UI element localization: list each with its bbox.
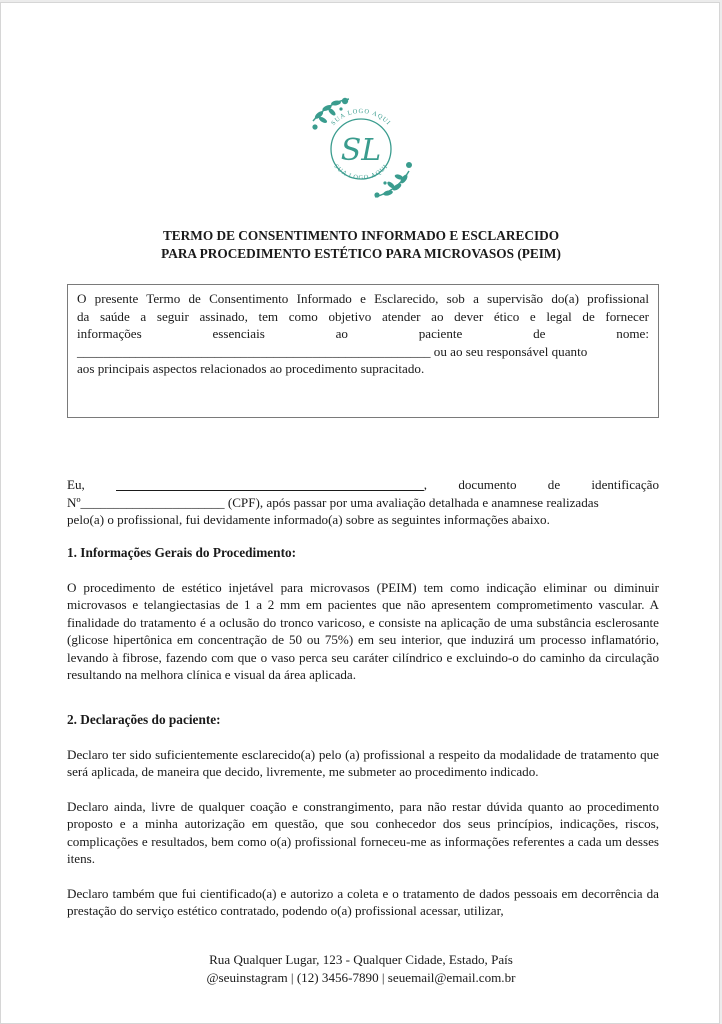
title-line-2: PARA PROCEDIMENTO ESTÉTICO PARA MICROVASOS (PEIM) xyxy=(161,246,561,261)
cpf-label: (CPF), após passar por uma avaliação detalhada e anamnese realizadas xyxy=(224,494,599,510)
section-1-body: O procedimento de estético injetável para microvasos (PEIM) tem como indicação eliminar ou diminuir microvasos e telangiectasias de 1 a 2 mm em pacientes que não apresentem comprometimento vascular. A finalidade do tratamento é a oclusão do tronco varicoso, e consiste na aplicação de uma substância esclerosante (glicose hipertônica em concentração de 50 ou 75%) em seu interior, que induzirá um processo inflamatório, levando à fibrose, fazendo com que o vaso perca seu caráter cilíndrico e excluindo-o do caminho da circulação resultando na melhora clínica e visual da área aplicada. xyxy=(67,579,659,682)
svg-text:SUA LOGO AQUI xyxy=(330,108,392,127)
intro-line-5: aos principais aspectos relacionados ao procedimento supracitado. xyxy=(77,361,425,376)
identification-line-1 xyxy=(67,476,659,494)
intro-line-4 xyxy=(77,343,649,361)
logo-monogram: SL xyxy=(340,133,382,168)
patient-name-blank[interactable]: ______________________________________________________ xyxy=(77,343,431,359)
document-title xyxy=(61,227,661,263)
identification-line-3: pelo(a) o profissional, fui devidamente informado(a) sobre as seguintes informações abaixo. xyxy=(67,512,550,527)
logo-emblem xyxy=(305,91,417,203)
section-1 xyxy=(67,544,659,684)
document-label: , documento de identificação xyxy=(423,477,659,492)
eu-label: Eu, xyxy=(67,477,85,492)
number-label: Nº xyxy=(67,494,81,510)
intro-line-4-text: ou ao seu responsável quanto xyxy=(430,343,588,359)
document-page xyxy=(0,2,720,1024)
intro-line-1: O presente Termo de Consentimento Informado e Esclarecido, sob a supervisão do(a) profissional xyxy=(77,291,649,306)
logo-ring-text-top: SUA LOGO AQUI xyxy=(329,107,393,127)
section-2-paragraph-3: Declaro também que fui cientificado(a) e autorizo a coleta e o tratamento de dados pessoais em decorrência da prestação do serviço estético contratado, podendo o(a) profissional acessar, utilizar, xyxy=(67,885,659,918)
intro-box xyxy=(67,284,659,418)
footer-address: Rua Qualquer Lugar, 123 - Qualquer Cidade, Estado, País xyxy=(209,952,513,967)
name-blank[interactable]: _______________________________________________ xyxy=(116,477,424,492)
section-1-heading: 1. Informações Gerais do Procedimento: xyxy=(67,545,297,560)
intro-line-2: da saúde a seguir assinado, tem como objetivo atender ao dever ético e legal de fornecer xyxy=(77,308,649,324)
title-line-1: TERMO DE CONSENTIMENTO INFORMADO E ESCLARECIDO xyxy=(162,228,560,243)
identification-line-2 xyxy=(67,494,659,512)
intro-line-3: informações essenciais ao paciente de nome: xyxy=(77,326,649,341)
identification-paragraph xyxy=(67,476,659,529)
cpf-blank[interactable]: ______________________ xyxy=(80,494,225,510)
section-2-paragraph-1: Declaro ter sido suficientemente esclarecido(a) pelo (a) profissional a respeito da modalidade de tratamento que será aplicada, de maneira que decido, livremente, me submeter ao procedimento indicado. xyxy=(67,746,659,779)
section-2-heading: 2. Declarações do paciente: xyxy=(67,712,221,727)
section-2-paragraph-2: Declaro ainda, livre de qualquer coação e constrangimento, para não restar dúvida quanto ao procedimento proposto e a minha autorização em questão, que sou conhecedor dos seus princípios, indicações, riscos, complicações e resultados, bem como o(a) profissional forneceu-me as informações referentes a cada um desses itens. xyxy=(67,798,659,866)
section-2 xyxy=(67,711,659,920)
page-footer xyxy=(61,951,661,987)
footer-contact: @seuinstagram | (12) 3456-7890 | seuemail@email.com.br xyxy=(206,970,516,985)
logo-ring-text-bottom: SUA LOGO AQUI xyxy=(332,162,390,182)
